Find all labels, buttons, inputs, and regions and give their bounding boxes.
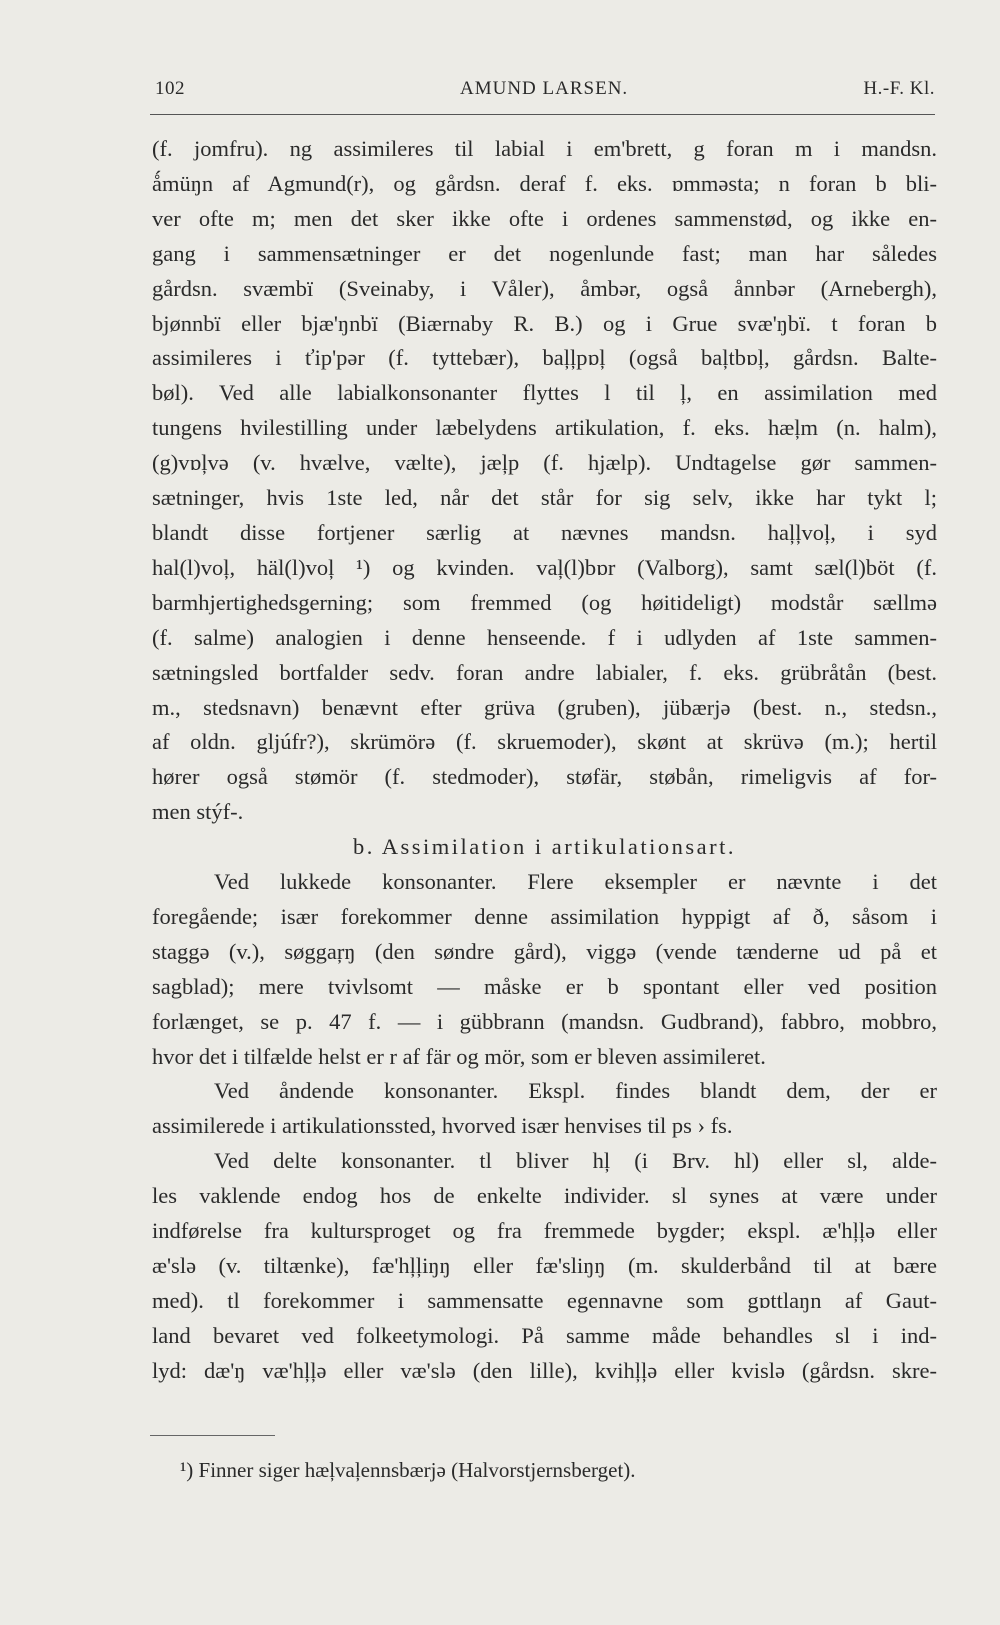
text-line: m., stedsnavn) benævnt efter grüva (gruben), jübærjə (best. n., stedsn.,	[152, 694, 937, 720]
text-line: bøl). Ved alle labialkonsonanter flyttes l til ļ, en assimilation med	[152, 380, 937, 406]
text-line: hvor det i tilfælde helst er r af fär og mör, som er bleven assimileret.	[152, 1043, 766, 1069]
text-line: (g)vɒļvə (v. hvælve, vælte), jæļp (f. hjælp). Undtagelse gør sammen-	[152, 450, 937, 476]
text-line: bjønnbï eller bjæ'ŋnbï (Biærnaby R. B.) og i Grue svæ'ŋbï. t foran b	[152, 310, 937, 336]
text-line: staggə (v.), søggaŗŋ (den søndre gård), viggə (vende tænderne ud på et	[152, 938, 937, 964]
text-line: men stýf-.	[152, 799, 244, 825]
section-subheading: b. Assimilation i artikulationsart.	[352, 834, 737, 860]
text-line: sagblad); mere tvivlsomt — måske er b spontant eller ved position	[152, 973, 937, 999]
text-line: land bevaret ved folkeetymologi. På samme måde behandles sl i ind-	[152, 1322, 937, 1348]
text-line: barmhjertighedsgerning; som fremmed (og høitideligt) modstår sællmə	[152, 589, 937, 615]
text-line: indførelse fra kultursproget og fra fremmede bygder; ekspl. æ'hļļə eller	[152, 1218, 937, 1244]
running-header	[155, 78, 935, 108]
text-line: af oldn. gljúfr?), skrümörə (f. skruemoder), skønt at skrüvə (m.); hertil	[152, 729, 937, 755]
text-line: Ved lukkede konsonanter. Flere eksempler er nævnte i det	[214, 869, 937, 895]
text-line: foregående; især forekommer denne assimilation hyppigt af ð, såsom i	[152, 903, 937, 929]
text-line: blandt disse fortjener særlig at nævnes mandsn. haļļvoļ, i syd	[152, 519, 937, 545]
text-line: gang i sammensætninger er det nogenlunde fast; man har således	[152, 240, 937, 266]
text-line: forlænget, se p. 47 f. — i gübbrann (mandsn. Gudbrand), fabbro, mobbro,	[152, 1008, 937, 1034]
running-title: AMUND LARSEN.	[460, 78, 629, 99]
text-line: ǻmüŋn af Agmund(r), og gårdsn. deraf f. eks. ɒmməsta; n foran b bli-	[152, 170, 937, 196]
text-line: gårdsn. svæmbï (Sveinaby, i Våler), åmbər, også ånnbər (Arnebergh),	[152, 275, 937, 301]
text-line: sætninger, hvis 1ste led, når det står for sig selv, ikke har tykt l;	[152, 485, 937, 511]
text-line: Ved delte konsonanter. tl bliver hļ (i Brv. hl) eller sl, alde-	[214, 1148, 937, 1174]
text-line: med). tl forekommer i sammensatte egennavne som gɒttlaŋn af Gaut-	[152, 1287, 937, 1313]
text-line: æ'slə (v. tiltænke), fæ'hļļiŋŋ eller fæ'sliŋŋ (m. skulderbånd til at bære	[152, 1253, 937, 1278]
paragraph-andende	[152, 1074, 937, 1144]
paragraph-continued	[152, 132, 937, 830]
text-line: (f. salme) analogien i denne henseende. f i udlyden af 1ste sammen-	[152, 624, 937, 650]
footnote: ¹) Finner siger hæļvaļennsbærjə (Halvorstjernsberget).	[180, 1458, 636, 1482]
paragraph-lukkede	[152, 865, 937, 1074]
text-line: les vaklende endog hos de enkelte individer. sl synes at være under	[152, 1183, 937, 1209]
text-line: lyd: dæ'ŋ væ'hļļə eller væ'slə (den lille), kvihļļə eller kvislə (gårdsn. skre-	[152, 1357, 937, 1383]
text-line: hører også stømör (f. stedmoder), støfär, støbån, rimeligvis af for-	[152, 764, 937, 790]
text-line: (f. jomfru). ng assimileres til labial i em'brett, g foran m i mandsn.	[152, 136, 937, 161]
section-label: H.-F. Kl.	[863, 78, 935, 99]
text-line: sætningsled bortfalder sedv. foran andre labialer, f. eks. grübråtån (best.	[152, 659, 937, 685]
footnote-rule	[150, 1435, 275, 1436]
text-line: ver ofte m; men det sker ikke ofte i ordenes sammenstød, og ikke en-	[152, 205, 937, 231]
page-number: 102	[155, 78, 185, 99]
text-line: hal(l)voļ, häl(l)voļ ¹) og kvinden. vaļ(l)bɒr (Valborg), samt sæl(l)böt (f.	[152, 554, 937, 580]
text-line: assimilerede i artikulationssted, hvorved især henvises til ps › fs.	[152, 1113, 733, 1139]
paragraph-delte	[152, 1144, 937, 1388]
text-line: assimileres i ťip'pər (f. tyttebær), baļļpɒļ (også baļtbɒļ, gårdsn. Balte-	[152, 345, 937, 371]
text-line: Ved åndende konsonanter. Ekspl. findes blandt dem, der er	[214, 1078, 937, 1104]
header-rule	[150, 114, 935, 115]
text-line: tungens hvilestilling under læbelydens artikulation, f. eks. hæļm (n. halm),	[152, 415, 937, 441]
body-text	[152, 132, 937, 1389]
